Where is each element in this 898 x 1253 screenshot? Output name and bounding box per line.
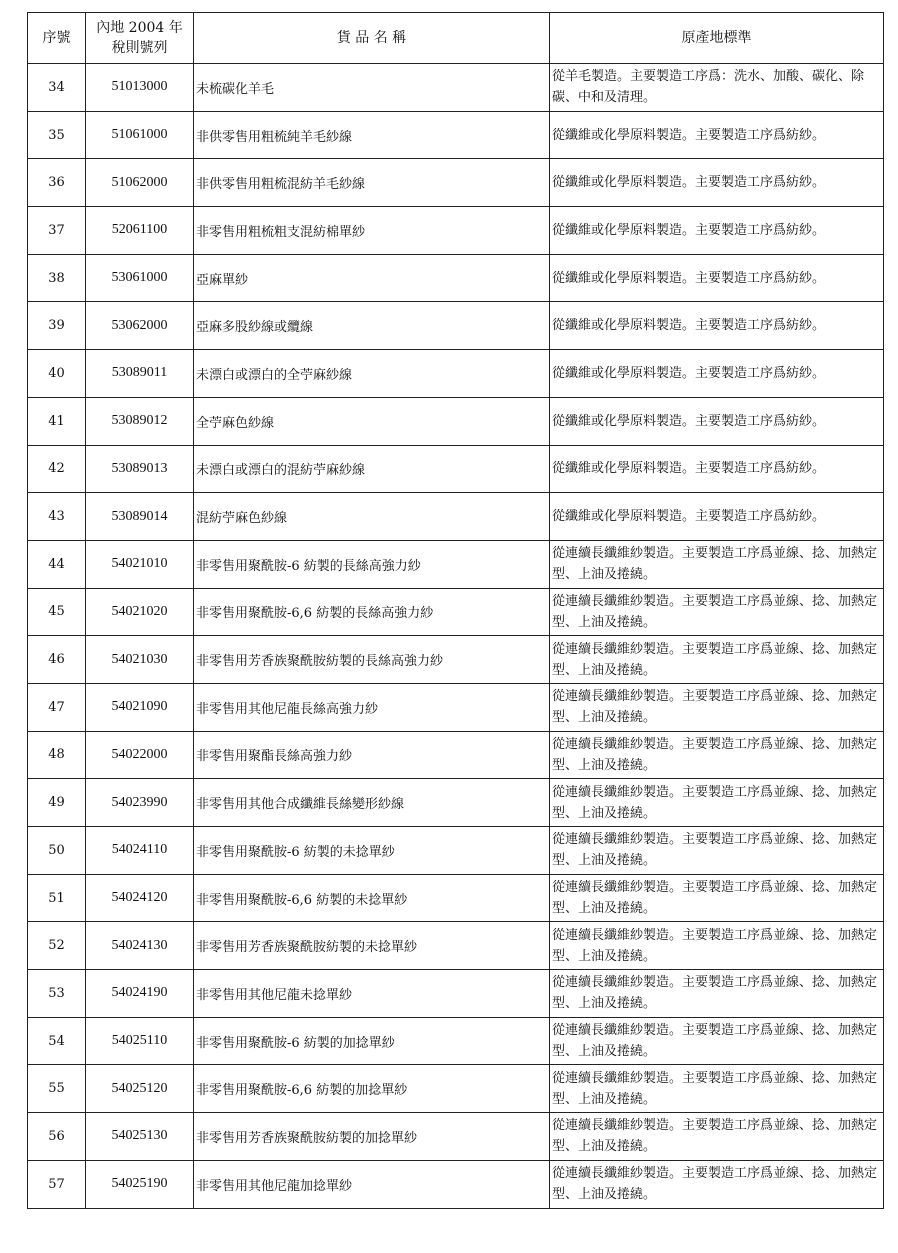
table-row	[28, 1017, 884, 1065]
table-row	[28, 350, 884, 398]
table-row	[28, 207, 884, 255]
origin-criteria-cell: 從連續長纖維紗製造。主要製造工序爲並線、捻、加熱定型、上油及捲繞。	[550, 922, 884, 970]
origin-criteria-cell: 從連續長纖維紗製造。主要製造工序爲並線、捻、加熱定型、上油及捲繞。	[550, 636, 884, 684]
goods-name-cell: 非零售用芳香族聚酰胺紡製的加捻單紗	[194, 1113, 550, 1161]
seq-cell: 35	[28, 111, 86, 159]
header-seq: 序號	[28, 13, 86, 64]
origin-criteria-cell: 從連續長纖維紗製造。主要製造工序爲並線、捻、加熱定型、上油及捲繞。	[550, 540, 884, 588]
seq-cell: 43	[28, 493, 86, 541]
header-tariff-code-line2: 稅則號列	[111, 40, 168, 56]
origin-criteria-cell: 從連續長纖維紗製造。主要製造工序爲並線、捻、加熱定型、上油及捲繞。	[550, 970, 884, 1018]
table-row	[28, 779, 884, 827]
document-page	[27, 12, 883, 1209]
goods-name-cell: 全苧麻色紗線	[194, 397, 550, 445]
seq-cell: 40	[28, 350, 86, 398]
tariff-code-cell: 54025190	[86, 1160, 194, 1208]
origin-criteria-cell: 從連續長纖維紗製造。主要製造工序爲並線、捻、加熱定型、上油及捲繞。	[550, 588, 884, 636]
table-row	[28, 827, 884, 875]
goods-name-cell: 非零售用芳香族聚酰胺紡製的長絲高強力紗	[194, 636, 550, 684]
tariff-code-cell: 54024120	[86, 874, 194, 922]
origin-criteria-cell: 從連續長纖維紗製造。主要製造工序爲並線、捻、加熱定型、上油及捲繞。	[550, 683, 884, 731]
seq-cell: 38	[28, 254, 86, 302]
tariff-code-cell: 54024130	[86, 922, 194, 970]
origin-criteria-cell: 從纖維或化學原料製造。主要製造工序爲紡紗。	[550, 397, 884, 445]
table-row	[28, 1113, 884, 1161]
goods-name-cell: 非零售用聚酰胺-6,6 紡製的未捻單紗	[194, 874, 550, 922]
table-body	[28, 64, 884, 1209]
origin-criteria-cell: 從纖維或化學原料製造。主要製造工序爲紡紗。	[550, 254, 884, 302]
goods-name-cell: 非供零售用粗梳混紡羊毛紗線	[194, 159, 550, 207]
seq-cell: 48	[28, 731, 86, 779]
table-row	[28, 1160, 884, 1208]
goods-name-cell: 非零售用聚酰胺-6 紡製的未捻單紗	[194, 827, 550, 875]
table-row	[28, 302, 884, 350]
goods-name-cell: 非零售用芳香族聚酰胺紡製的未捻單紗	[194, 922, 550, 970]
tariff-code-cell: 52061100	[86, 207, 194, 255]
goods-name-cell: 非零售用其他尼龍加捻單紗	[194, 1160, 550, 1208]
seq-cell: 51	[28, 874, 86, 922]
tariff-code-cell: 54025120	[86, 1065, 194, 1113]
header-origin-criteria: 原產地標準	[550, 13, 884, 64]
table-row	[28, 254, 884, 302]
tariff-code-cell: 53062000	[86, 302, 194, 350]
tariff-code-cell: 54024190	[86, 970, 194, 1018]
seq-cell: 47	[28, 683, 86, 731]
goods-name-cell: 未梳碳化羊毛	[194, 64, 550, 112]
tariff-code-cell: 54025130	[86, 1113, 194, 1161]
seq-cell: 34	[28, 64, 86, 112]
tariff-code-cell: 51013000	[86, 64, 194, 112]
goods-name-cell: 非零售用聚酰胺-6 紡製的長絲高強力紗	[194, 540, 550, 588]
goods-name-cell: 亞麻單紗	[194, 254, 550, 302]
table-row	[28, 397, 884, 445]
origin-criteria-cell: 從纖維或化學原料製造。主要製造工序爲紡紗。	[550, 302, 884, 350]
origin-criteria-cell: 從羊毛製造。主要製造工序爲：洗水、加酸、碳化、除碳、中和及清理。	[550, 64, 884, 112]
goods-name-cell: 非零售用聚酰胺-6,6 紡製的長絲高強力紗	[194, 588, 550, 636]
table-row	[28, 970, 884, 1018]
origin-criteria-cell: 從連續長纖維紗製造。主要製造工序爲並線、捻、加熱定型、上油及捲繞。	[550, 827, 884, 875]
tariff-code-cell: 54022000	[86, 731, 194, 779]
table-row	[28, 588, 884, 636]
seq-cell: 50	[28, 827, 86, 875]
seq-cell: 36	[28, 159, 86, 207]
seq-cell: 49	[28, 779, 86, 827]
table-row	[28, 683, 884, 731]
seq-cell: 37	[28, 207, 86, 255]
table-row	[28, 636, 884, 684]
origin-criteria-cell: 從纖維或化學原料製造。主要製造工序爲紡紗。	[550, 207, 884, 255]
table-row	[28, 159, 884, 207]
origin-criteria-cell: 從連續長纖維紗製造。主要製造工序爲並線、捻、加熱定型、上油及捲繞。	[550, 1113, 884, 1161]
origin-criteria-cell: 從連續長纖維紗製造。主要製造工序爲並線、捻、加熱定型、上油及捲繞。	[550, 874, 884, 922]
table-row	[28, 64, 884, 112]
origin-criteria-cell: 從連續長纖維紗製造。主要製造工序爲並線、捻、加熱定型、上油及捲繞。	[550, 731, 884, 779]
origin-criteria-cell: 從纖維或化學原料製造。主要製造工序爲紡紗。	[550, 350, 884, 398]
seq-cell: 55	[28, 1065, 86, 1113]
goods-name-cell: 非供零售用粗梳純羊毛紗線	[194, 111, 550, 159]
origin-rules-table	[27, 12, 884, 1209]
goods-name-cell: 非零售用聚酰胺-6 紡製的加捻單紗	[194, 1017, 550, 1065]
header-tariff-code-line1: 內地 2004 年	[96, 20, 183, 36]
goods-name-cell: 非零售用其他合成纖維長絲變形紗線	[194, 779, 550, 827]
table-row	[28, 493, 884, 541]
seq-cell: 45	[28, 588, 86, 636]
header-goods-name: 貨 品 名 稱	[194, 13, 550, 64]
tariff-code-cell: 54025110	[86, 1017, 194, 1065]
table-row	[28, 922, 884, 970]
seq-cell: 41	[28, 397, 86, 445]
seq-cell: 42	[28, 445, 86, 493]
table-row	[28, 1065, 884, 1113]
origin-criteria-cell: 從纖維或化學原料製造。主要製造工序爲紡紗。	[550, 159, 884, 207]
origin-criteria-cell: 從連續長纖維紗製造。主要製造工序爲並線、捻、加熱定型、上油及捲繞。	[550, 779, 884, 827]
tariff-code-cell: 51061000	[86, 111, 194, 159]
tariff-code-cell: 51062000	[86, 159, 194, 207]
seq-cell: 53	[28, 970, 86, 1018]
tariff-code-cell: 54021020	[86, 588, 194, 636]
tariff-code-cell: 54023990	[86, 779, 194, 827]
goods-name-cell: 混紡苧麻色紗線	[194, 493, 550, 541]
tariff-code-cell: 53089011	[86, 350, 194, 398]
table-row	[28, 540, 884, 588]
tariff-code-cell: 54021010	[86, 540, 194, 588]
seq-cell: 54	[28, 1017, 86, 1065]
seq-cell: 56	[28, 1113, 86, 1161]
tariff-code-cell: 53061000	[86, 254, 194, 302]
table-row	[28, 445, 884, 493]
table-row	[28, 111, 884, 159]
tariff-code-cell: 54021090	[86, 683, 194, 731]
origin-criteria-cell: 從連續長纖維紗製造。主要製造工序爲並線、捻、加熱定型、上油及捲繞。	[550, 1017, 884, 1065]
header-tariff-code	[86, 13, 194, 64]
origin-criteria-cell: 從纖維或化學原料製造。主要製造工序爲紡紗。	[550, 111, 884, 159]
origin-criteria-cell: 從纖維或化學原料製造。主要製造工序爲紡紗。	[550, 493, 884, 541]
seq-cell: 52	[28, 922, 86, 970]
tariff-code-cell: 54021030	[86, 636, 194, 684]
goods-name-cell: 未漂白或漂白的混紡苧麻紗線	[194, 445, 550, 493]
seq-cell: 46	[28, 636, 86, 684]
seq-cell: 44	[28, 540, 86, 588]
table-header	[28, 13, 884, 64]
origin-criteria-cell: 從連續長纖維紗製造。主要製造工序爲並線、捻、加熱定型、上油及捲繞。	[550, 1160, 884, 1208]
tariff-code-cell: 53089014	[86, 493, 194, 541]
seq-cell: 57	[28, 1160, 86, 1208]
origin-criteria-cell: 從纖維或化學原料製造。主要製造工序爲紡紗。	[550, 445, 884, 493]
table-row	[28, 731, 884, 779]
goods-name-cell: 非零售用聚酰胺-6,6 紡製的加捻單紗	[194, 1065, 550, 1113]
goods-name-cell: 未漂白或漂白的全苧麻紗線	[194, 350, 550, 398]
goods-name-cell: 非零售用聚酯長絲高強力紗	[194, 731, 550, 779]
seq-cell: 39	[28, 302, 86, 350]
goods-name-cell: 非零售用粗梳粗支混紡棉單紗	[194, 207, 550, 255]
goods-name-cell: 亞麻多股紗線或纜線	[194, 302, 550, 350]
tariff-code-cell: 53089013	[86, 445, 194, 493]
origin-criteria-cell: 從連續長纖維紗製造。主要製造工序爲並線、捻、加熱定型、上油及捲繞。	[550, 1065, 884, 1113]
goods-name-cell: 非零售用其他尼龍未捻單紗	[194, 970, 550, 1018]
header-row	[28, 13, 884, 64]
table-row	[28, 874, 884, 922]
tariff-code-cell: 53089012	[86, 397, 194, 445]
tariff-code-cell: 54024110	[86, 827, 194, 875]
goods-name-cell: 非零售用其他尼龍長絲高強力紗	[194, 683, 550, 731]
